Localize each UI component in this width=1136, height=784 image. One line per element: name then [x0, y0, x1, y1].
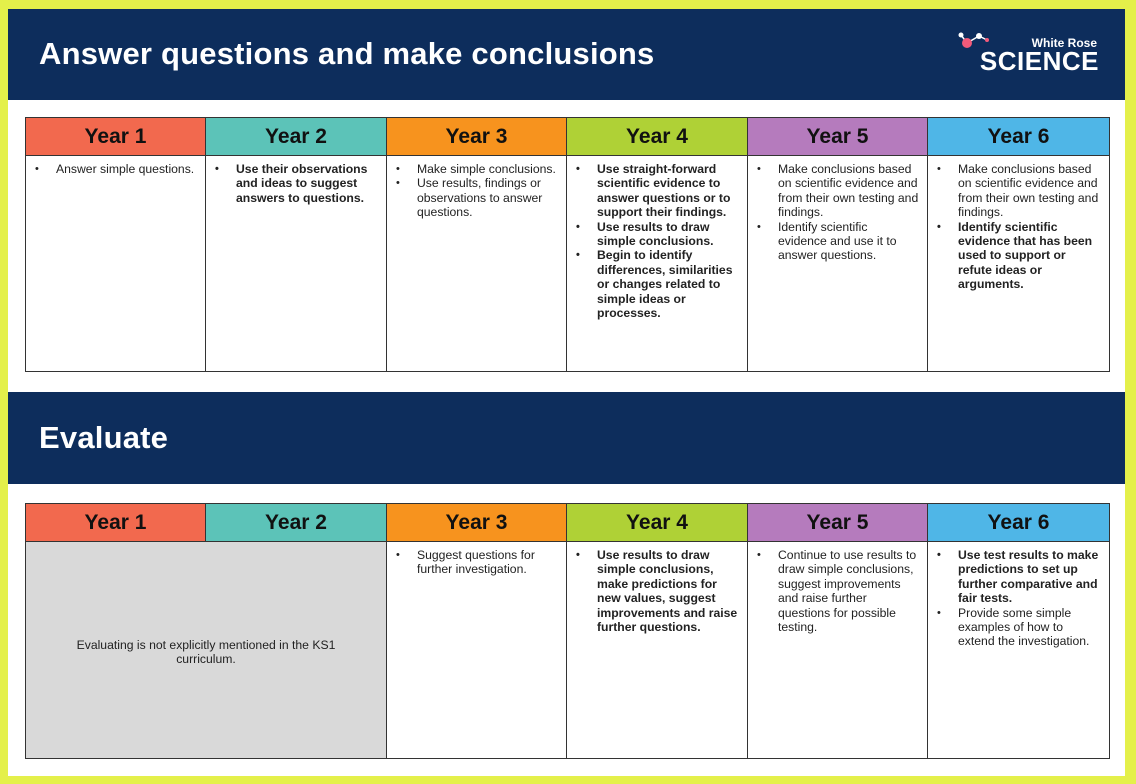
list-item: • Identify scientific evidence and use it to answer questions. — [778, 220, 919, 263]
section-title: Evaluate — [39, 420, 169, 455]
list-item: • Use results to draw simple conclusions. — [597, 220, 739, 249]
list-item: • Provide some simple examples of how to extend the investigation. — [958, 606, 1101, 649]
header-year-6: Year 6 — [928, 504, 1110, 542]
ks1-note-cell — [26, 542, 387, 759]
list-item: • Make simple conclusions. — [417, 162, 558, 176]
evaluate-table — [25, 503, 1110, 759]
header-year-4: Year 4 — [567, 504, 748, 542]
section-title: Answer questions and make conclusions — [39, 36, 655, 71]
cell-year-3 — [387, 156, 567, 372]
content-row — [26, 542, 1110, 759]
cell-year-3 — [387, 542, 567, 759]
header-year-5: Year 5 — [748, 504, 928, 542]
cell-year-6 — [928, 156, 1110, 372]
list-item: • Use results, findings or observations to answer questions. — [417, 176, 558, 219]
list-item: • Identify scientific evidence that has been used to support or refute ideas or arguments. — [958, 220, 1101, 292]
header-row — [26, 118, 1110, 156]
logo-top-text: White Rose — [1031, 36, 1097, 50]
list-item: • Use straight-forward scientific evidence to answer questions or to support their findings. — [597, 162, 739, 220]
conclusions-table — [25, 117, 1110, 372]
cell-year-5 — [748, 156, 928, 372]
cell-year-5 — [748, 542, 928, 759]
header-row — [26, 504, 1110, 542]
cell-year-4 — [567, 156, 748, 372]
list-item: • Answer simple questions. — [56, 162, 197, 176]
page — [8, 9, 1125, 776]
header-year-1: Year 1 — [26, 118, 206, 156]
list-item: • Make conclusions based on scientific evidence and from their own testing and findings. — [778, 162, 919, 220]
cell-year-2 — [206, 156, 387, 372]
cell-year-1 — [26, 156, 206, 372]
section-banner-conclusions — [8, 9, 1125, 100]
header-year-1: Year 1 — [26, 504, 206, 542]
section-banner-evaluate — [8, 392, 1125, 484]
header-year-3: Year 3 — [387, 504, 567, 542]
list-item: • Use results to draw simple conclusions, make predictions for new values, suggest improvements and raise further questions. — [597, 548, 739, 634]
white-rose-science-logo — [949, 31, 1099, 79]
list-item: • Use their observations and ideas to suggest answers to questions. — [236, 162, 378, 205]
header-year-4: Year 4 — [567, 118, 748, 156]
header-year-2: Year 2 — [206, 504, 387, 542]
header-year-3: Year 3 — [387, 118, 567, 156]
header-year-5: Year 5 — [748, 118, 928, 156]
list-item: • Begin to identify differences, similarities or changes related to simple ideas or processes. — [597, 248, 739, 320]
content-row — [26, 156, 1110, 372]
ks1-note: Evaluating is not explicitly mentioned in the KS1 curriculum. — [76, 637, 336, 666]
header-year-2: Year 2 — [206, 118, 387, 156]
list-item: • Use test results to make predictions to set up further comparative and fair tests. — [958, 548, 1101, 606]
list-item: • Make conclusions based on scientific evidence and from their own testing and findings. — [958, 162, 1101, 220]
cell-year-4 — [567, 542, 748, 759]
logo-main-text: SCIENCE — [979, 46, 1099, 76]
list-item: • Suggest questions for further investigation. — [417, 548, 558, 577]
list-item: • Continue to use results to draw simple conclusions, suggest improvements and raise further questions for possible testing. — [778, 548, 919, 634]
cell-year-6 — [928, 542, 1110, 759]
header-year-6: Year 6 — [928, 118, 1110, 156]
